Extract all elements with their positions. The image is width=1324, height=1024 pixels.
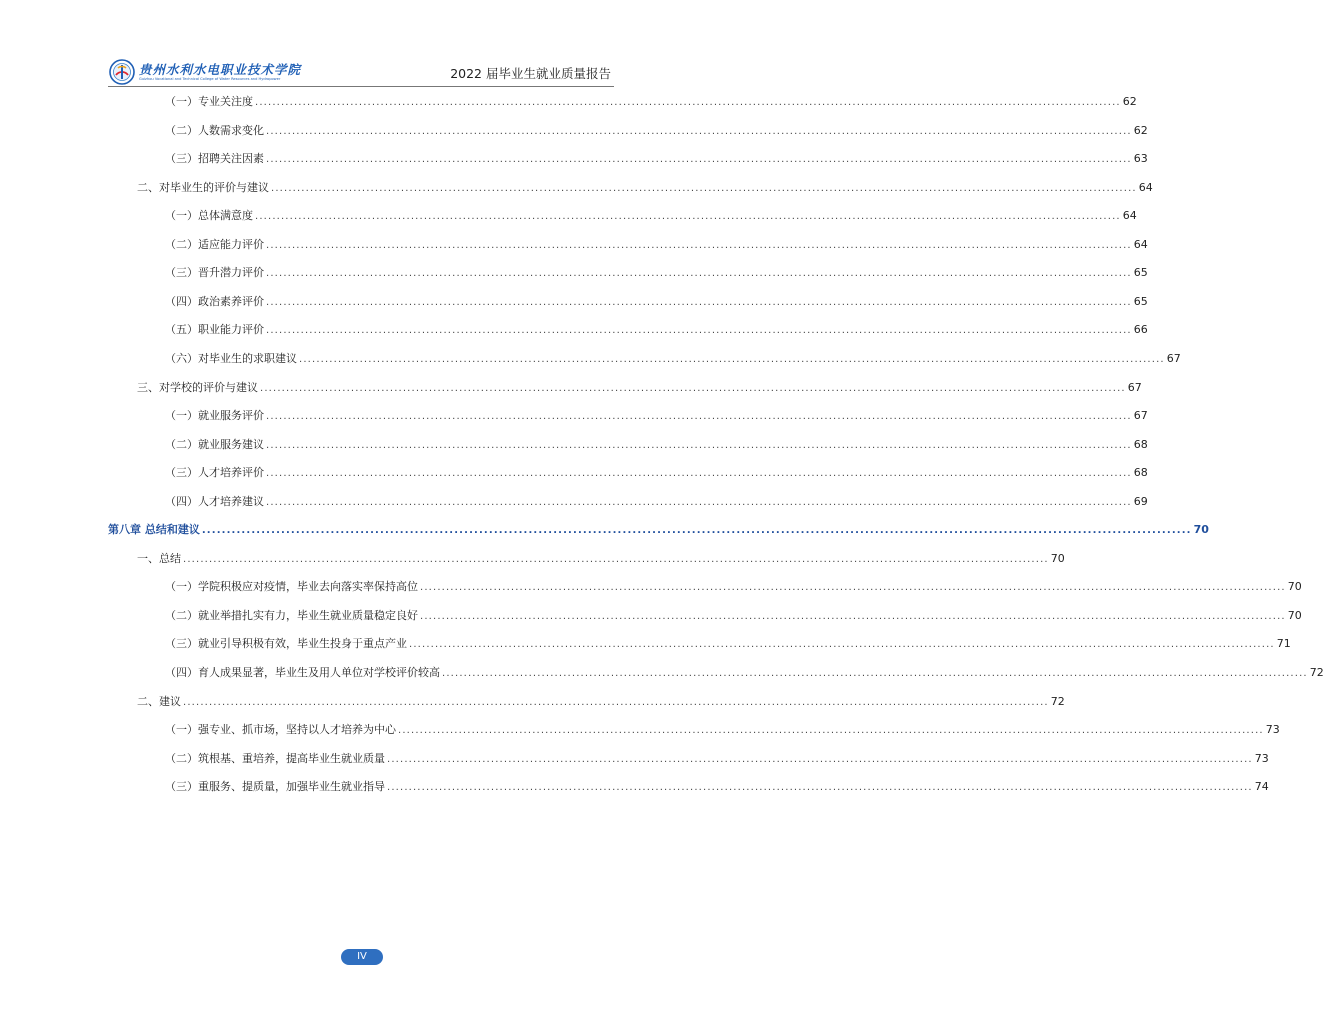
toc-leader-dots: ........................................................................................................................................................................................................ — [183, 553, 1049, 565]
toc-entry-page-number: 68 — [1133, 466, 1148, 480]
toc-entry[interactable] — [165, 351, 1181, 367]
toc-entry-page-number: 72 — [1309, 666, 1324, 679]
toc-entry-page-number: 70 — [1050, 551, 1065, 565]
toc-leader-dots: ........................................................................................................................................................................................................ — [299, 353, 1165, 365]
toc-entry-page-number: 67 — [1127, 380, 1142, 394]
toc-entry-title: 第八章 总结和建议 — [108, 523, 200, 537]
toc-entry[interactable] — [165, 636, 1291, 652]
toc-entry-title: （二）适应能力评价 — [165, 237, 264, 251]
toc-entry-title: 二、对毕业生的评价与建议 — [137, 180, 269, 194]
toc-entry-page-number: 69 — [1133, 494, 1148, 508]
toc-entry-page-number: 73 — [1265, 723, 1280, 737]
toc-entry[interactable] — [137, 694, 1065, 710]
toc-entry-title: 一、总结 — [137, 551, 181, 565]
toc-entry-title: （三）就业引导积极有效，毕业生投身于重点产业 — [165, 637, 407, 651]
toc-entry-page-number: 70 — [1193, 523, 1209, 537]
toc-entry-title: （三）晋升潜力评价 — [165, 266, 264, 280]
toc-entry[interactable] — [165, 322, 1148, 338]
toc-leader-dots: ........................................................................................................................................................................................................ — [266, 268, 1132, 280]
toc-entry-title: （四）政治素养评价 — [165, 294, 264, 308]
toc-entry[interactable] — [165, 294, 1148, 310]
toc-entry-page-number: 62 — [1122, 95, 1137, 108]
header-divider — [108, 86, 614, 87]
toc-entry[interactable] — [165, 494, 1148, 510]
toc-leader-dots: ........................................................................................................................................................................................................ — [398, 725, 1264, 737]
toc-leader-dots: ........................................................................................................................................................................................................ — [266, 496, 1132, 508]
toc-entry-title: 二、建议 — [137, 694, 181, 708]
toc-entry-title: （一）专业关注度 — [165, 95, 253, 108]
toc-leader-dots: ........................................................................................................................................................................................................ — [271, 182, 1137, 194]
college-emblem-icon — [109, 59, 135, 85]
toc-entry[interactable] — [165, 665, 1324, 681]
toc-leader-dots: ........................................................................................................................................................................................................ — [266, 325, 1132, 337]
page-header — [0, 0, 724, 90]
toc-entry-title: （三）重服务、提质量，加强毕业生就业指导 — [165, 780, 385, 794]
toc-entry-page-number: 65 — [1133, 294, 1148, 308]
toc-entry[interactable] — [165, 408, 1148, 424]
toc-entry-title: （四）育人成果显著，毕业生及用人单位对学校评价较高 — [165, 666, 440, 679]
toc-leader-dots: ........................................................................................................................................................................................................ — [420, 582, 1286, 594]
toc-entry[interactable] — [165, 437, 1148, 453]
toc-entry-page-number: 70 — [1287, 580, 1302, 594]
toc-leader-dots: ........................................................................................................................................................................................................ — [255, 211, 1121, 223]
toc-entry-page-number: 68 — [1133, 437, 1148, 451]
toc-entry-title: （一）总体满意度 — [165, 209, 253, 223]
toc-entry-page-number: 73 — [1254, 751, 1269, 765]
toc-entry-title: （二）就业服务建议 — [165, 437, 264, 451]
toc-leader-dots: ........................................................................................................................................................................................................ — [183, 696, 1049, 708]
toc-leader-dots: ........................................................................................................................................................................................................ — [409, 639, 1275, 651]
toc-leader-dots: ........................................................................................................................................................................................................ — [266, 239, 1132, 251]
toc-leader-dots: ........................................................................................................................................................................................................ — [420, 610, 1286, 622]
toc-leader-dots: ........................................................................................................................................................................................................ — [266, 154, 1132, 166]
toc-entry[interactable] — [137, 180, 1153, 196]
toc-entry[interactable] — [165, 608, 1302, 624]
toc-entry-page-number: 70 — [1287, 608, 1302, 622]
toc-entry-page-number: 62 — [1133, 123, 1148, 137]
toc-entry[interactable] — [165, 465, 1148, 481]
toc-entry-title: （六）对毕业生的求职建议 — [165, 351, 297, 365]
page-number-badge: IV — [341, 949, 383, 965]
toc-entry-page-number: 64 — [1133, 237, 1148, 251]
logo-chinese-name: 贵州水利水电职业技术学院 — [139, 62, 302, 78]
toc-entry-title: （一）就业服务评价 — [165, 409, 264, 423]
toc-leader-dots: ........................................................................................................................................................................................................ — [387, 782, 1253, 794]
toc-leader-dots: ........................................................................................................................................................................................................ — [266, 439, 1132, 451]
toc-entry-page-number: 63 — [1133, 152, 1148, 166]
toc-entry[interactable] — [165, 722, 1280, 738]
toc-entry[interactable] — [165, 123, 1148, 139]
toc-entry[interactable] — [137, 551, 1065, 567]
toc-entry[interactable] — [165, 265, 1148, 281]
logo-english-name: Guizhou Vocational and Technical College of Water Resources and Hydropower — [139, 77, 281, 82]
toc-entry-title: （一）强专业、抓市场，坚持以人才培养为中心 — [165, 723, 396, 737]
toc-entry-page-number: 74 — [1254, 780, 1269, 794]
toc-entry-title: （二）筑根基、重培养，提高毕业生就业质量 — [165, 751, 385, 765]
toc-leader-dots: ........................................................................................................................................................................................................ — [266, 411, 1132, 423]
toc-entry-page-number: 65 — [1133, 266, 1148, 280]
toc-entry[interactable] — [165, 579, 1302, 595]
toc-entry[interactable] — [165, 779, 1269, 795]
toc-entry-page-number: 66 — [1133, 323, 1148, 337]
toc-entry-title: （三）招聘关注因素 — [165, 152, 264, 166]
toc-entry-title: 三、对学校的评价与建议 — [137, 380, 258, 394]
report-title: 2022 届毕业生就业质量报告 — [450, 66, 611, 81]
toc-entry-title: （二）人数需求变化 — [165, 123, 264, 137]
toc-entry-title: （四）人才培养建议 — [165, 494, 264, 508]
toc-leader-dots: ........................................................................................................................................................................................................ — [387, 753, 1253, 765]
toc-entry-page-number: 67 — [1166, 351, 1181, 365]
toc-entry[interactable] — [165, 151, 1148, 167]
toc-leader-dots: ........................................................................................................................................................................................................ — [201, 525, 1192, 537]
toc-entry[interactable] — [165, 751, 1269, 767]
toc-entry[interactable] — [108, 522, 1209, 538]
toc-entry-page-number: 72 — [1050, 694, 1065, 708]
toc-leader-dots: ........................................................................................................................................................................................................ — [255, 97, 1121, 108]
toc-entry[interactable] — [165, 237, 1148, 253]
toc-entry-page-number: 71 — [1276, 637, 1291, 651]
toc-entry[interactable] — [137, 380, 1142, 396]
toc-entry-title: （三）人才培养评价 — [165, 466, 264, 480]
toc-entry-page-number: 64 — [1138, 180, 1153, 194]
toc-entry-page-number: 67 — [1133, 409, 1148, 423]
toc-entry[interactable] — [165, 208, 1137, 224]
toc-leader-dots: ........................................................................................................................................................................................................ — [266, 125, 1132, 137]
toc-entry-title: （一）学院积极应对疫情，毕业去向落实率保持高位 — [165, 580, 418, 594]
college-logo — [109, 59, 301, 85]
toc-leader-dots: ........................................................................................................................................................................................................ — [266, 468, 1132, 480]
toc-leader-dots: ........................................................................................................................................................................................................ — [260, 382, 1126, 394]
toc-leader-dots: ........................................................................................................................................................................................................ — [266, 296, 1132, 308]
toc-entry[interactable] — [165, 94, 1137, 110]
toc-entry-title: （五）职业能力评价 — [165, 323, 264, 337]
toc-leader-dots: ........................................................................................................................................................................................................ — [442, 668, 1308, 679]
toc-entry-title: （二）就业举措扎实有力，毕业生就业质量稳定良好 — [165, 608, 418, 622]
toc-entry-page-number: 64 — [1122, 209, 1137, 223]
